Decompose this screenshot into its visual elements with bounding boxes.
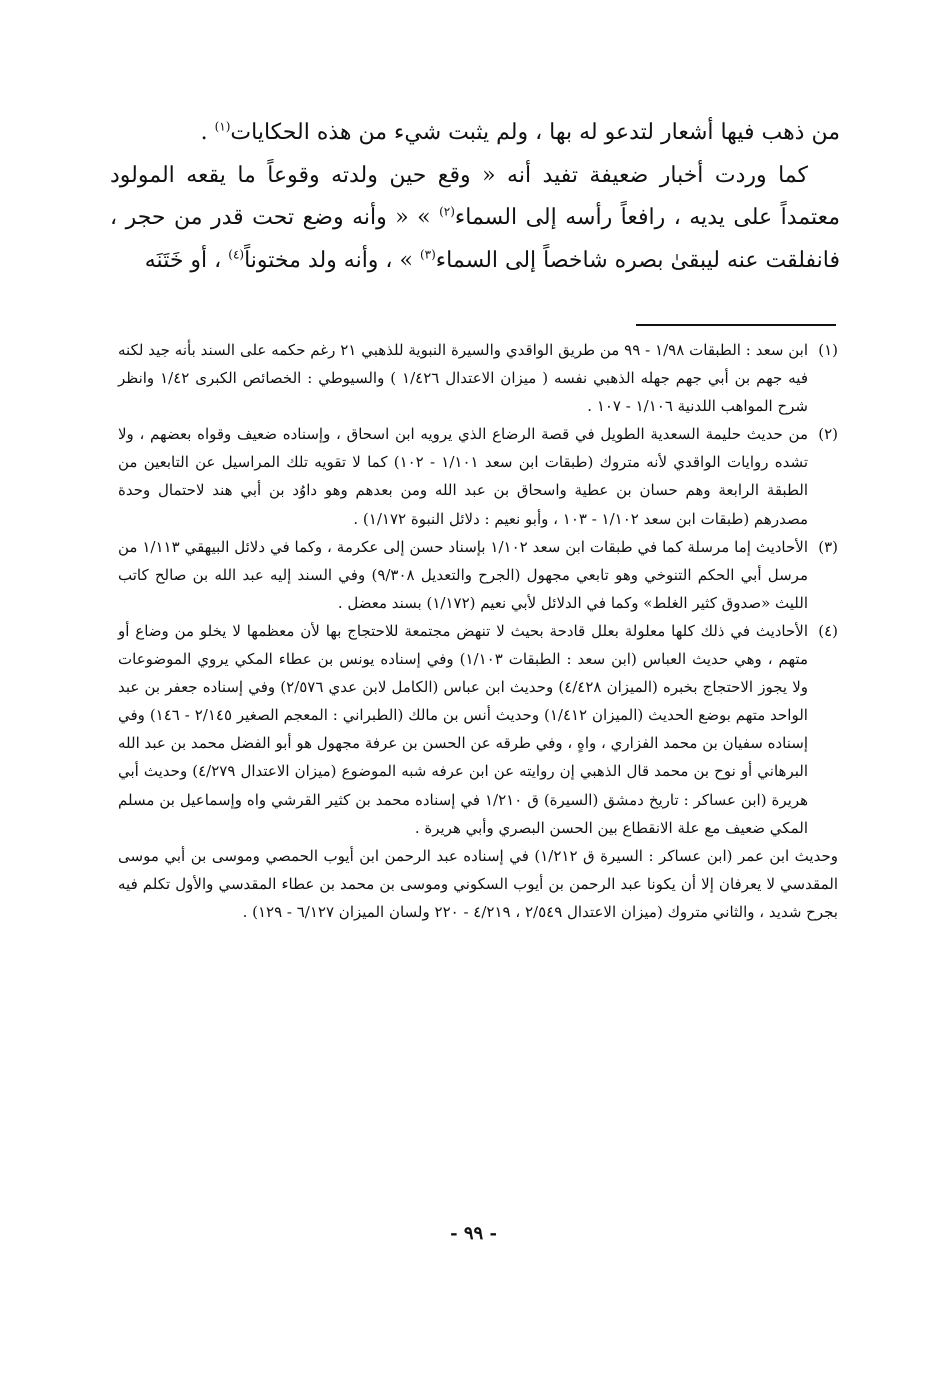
paragraph-1-end: .	[200, 120, 215, 145]
main-text	[110, 112, 840, 282]
paragraph-2-text-1: كما وردت أخبار ضعيفة تفيد أنه « وقع حين ولدته وقوعاً ما يقعه المولود معتمداً على يديه ، رافعاً رأسه إلى السماء	[110, 162, 840, 230]
paragraph-2-text-2: » « وأنه وضع تحت قدر من حجر ، فانفلقت عنه ليبقىٰ بصره شاخصاً إلى السماء	[110, 205, 840, 273]
footnote-ref-3[interactable]: (٣)	[419, 247, 436, 262]
page-number: - ٩٩ -	[450, 1223, 497, 1244]
footnote-number: (١)	[818, 341, 838, 359]
footnote-number: (٢)	[818, 425, 838, 444]
paragraph-1-text: من ذهب فيها أشعار لتدعو له بها ، ولم يثبت شيء من هذه الحكايات	[230, 120, 840, 145]
footnote-text: الأحاديث في ذلك كلها معلولة بعلل قادحة بحيث لا تنهض مجتمعة للاحتجاج بها لأن معظمها لا يخلو من وضاع أو متهم ، وهي حديث العباس (ابن سعد : الطبقات ١/١٠٣) وفي إسناده يونس بن عطاء المكي يروي الموضوعات ولا يجوز الاحتجاج بخبره (الميزان ٤/٤٢٨) وحديث ابن عباس (الكامل لابن عدي ٢/٥٧٦) وفي إسناده جعفر بن عبد الواحد متهم بوضع الحديث (الميزان ١/٤١٢) وحديث أنس بن مالك (الطبراني : المعجم الصغير ٢/١٤٥ - ١٤٦) وفي إسناده سفيان بن محمد الفزاري ، واهٍ ، وفي طرقه عن الحسن بن عرفة مجهول هو أبو الفضل محمد بن عبد الله البرهاني أو نوح بن محمد قال الذهبي إن روايته عن ابن عرفه شبه الموضوع (ميزان الاعتدال ٤/٢٧٩) وحديث أبي هريرة (ابن عساكر : تاريخ دمشق (السيرة) ق ١/٢١٠ في إسناده محمد بن كثير القرشي واه وإسماعيل بن مسلم المكي ضعيف مع علة الانقطاع بين الحسن البصري وأبي هريرة .	[118, 621, 809, 837]
paragraph-2	[110, 155, 840, 283]
footnote-ref-2[interactable]: (٢)	[439, 204, 455, 219]
footnote-4-continuation: وحديث ابن عمر (ابن عساكر : السيرة ق ١/٢١٢) في إسناده عبد الرحمن ابن أيوب الحمصي وموسى بن أبي موسى المقدسي لا يعرفان إلا أن يكونا عبد الرحمن بن أيوب السكوني وموسى بن محمد بن عطاء المقدسي والأول تكلم فيه بجرح شديد ، والثاني متروك (ميزان الاعتدال ٢/٥٤٩ ، ٤/٢١٩ - ٢٢٠ ولسان الميزان ٦/١٢٧ - ١٢٩) .	[118, 846, 838, 921]
paragraph-1	[110, 112, 840, 155]
footnotes	[118, 336, 838, 926]
footnote-text: الأحاديث إما مرسلة كما في طبقات ابن سعد ١/١٠٢ بإسناد حسن إلى عكرمة ، وكما في دلائل البيهقي ١/١١٣ من مرسل أبي الحكم التنوخي وهو تابعي مجهول (الجرح والتعديل ٩/٣٠٨) وفي السند إليه عبد الله بن صالح كاتب الليث «صدوق كثير الغلط» وكما في الدلائل لأبي نعيم (١/١٧٢) بسند معضل .	[118, 537, 809, 612]
footnote-2	[118, 420, 838, 532]
paragraph-2-text-3: » ، وأنه ولد مختوناً	[244, 247, 420, 273]
paragraph-2-text-4: ، أو خَتَنَه	[144, 247, 229, 273]
footnote-text: من حديث حليمة السعدية الطويل في قصة الرضاع الذي يرويه ابن اسحاق ، وإسناده ضعيف وقواه بعضهم ، ولا تشده روايات الواقدي لأنه متروك (طبقات ابن سعد ١/١٠١ - ١٠٢) كما لا تقويه تلك المراسيل عن التابعين من الطبقة الرابعة وهم حسان بن عطية واسحاق بن عبد الله ومن بعدهم وهو داوُد بن أبي هند لاحتمال وحدة مصدرهم (طبقات ابن سعد ١/١٠٢ - ١٠٣ ، وأبو نعيم : دلائل النبوة ١/١٧٢) .	[118, 425, 809, 528]
footnote-ref-1[interactable]: (١)	[214, 119, 231, 134]
footnote-4	[118, 617, 838, 842]
footnote-separator	[636, 324, 836, 326]
footnote-1	[118, 336, 838, 420]
footnote-number: (٣)	[818, 537, 838, 556]
footnote-number: (٤)	[818, 621, 838, 640]
footnote-3	[118, 533, 838, 617]
footnote-ref-4[interactable]: (٤)	[228, 247, 245, 262]
footnote-text: ابن سعد : الطبقات ١/٩٨ - ٩٩ من طريق الواقدي والسيرة النبوية للذهبي ٢١ رغم حكمه على السند بأنه جيد لكنه فيه جهم بن أبي جهم جهله الذهبي نفسه ( ميزان الاعتدال ١/٤٢٦ ) والسيوطي : الخصائص الكبرى ١/٤٢ وانظر شرح المواهب اللدنية ١/١٠٦ - ١٠٧ .	[118, 341, 809, 416]
